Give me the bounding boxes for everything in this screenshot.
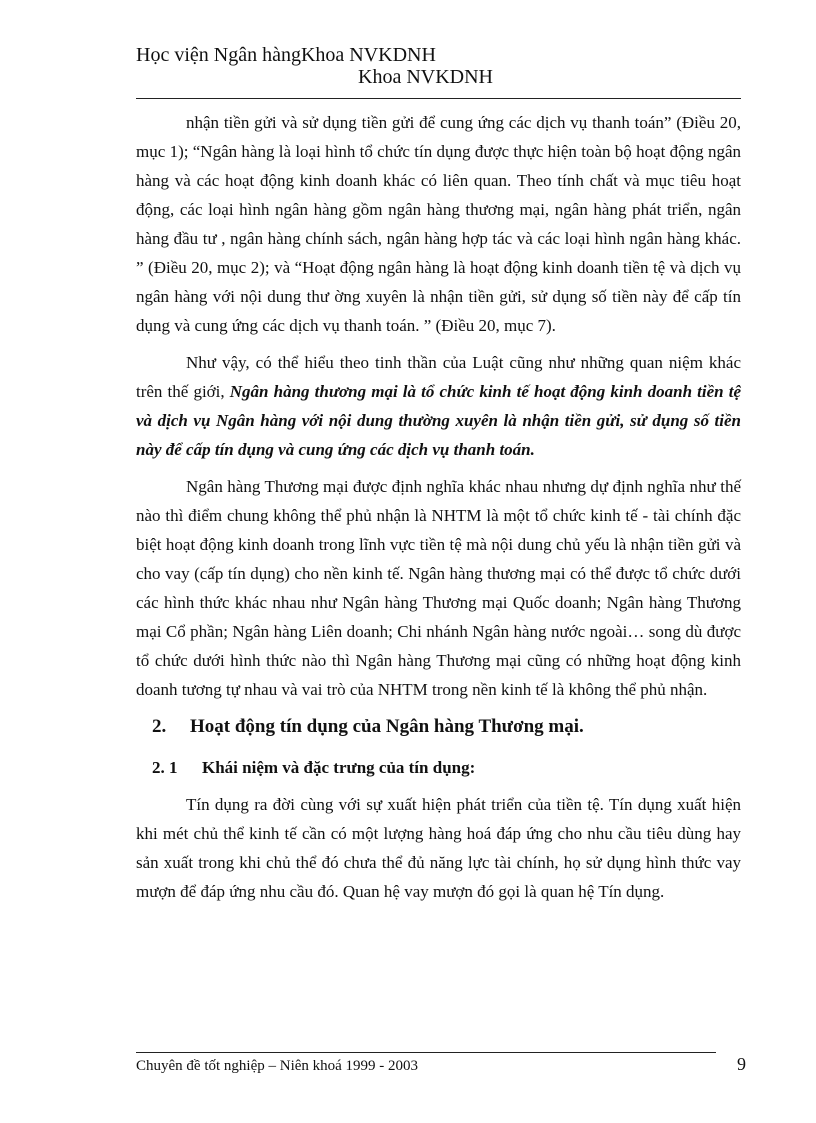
paragraph-3 <box>136 472 741 704</box>
page-footer <box>136 1056 756 1076</box>
page-header <box>136 44 741 88</box>
paragraph-1-text: nhận tiền gửi và sử dụng tiền gửi để cung ứng các dịch vụ thanh toán” (Điều 20, mục 1); “Ngân hàng là loại hình tổ chức tín dụng được thực hiện toàn bộ hoạt động ngân hàng và các hoạt động kinh doanh khác có liên quan. Theo tính chất và mục tiêu hoạt động, các loại hình ngân hàng gồm ngân hàng thương mại, ngân hàng phát triển, ngân hàng đầu tư , ngân hàng chính sách, ngân hàng hợp tác và các loại hình ngân hàng khác. ” (Điều 20, mục 2); và “Hoạt động ngân hàng là hoạt động kinh doanh tiền tệ và dịch vụ ngân hàng với nội dung thư ờng xuyên là nhận tiền gửi, sử dụng số tiền này để cấp tín dụng và cung ứng các dịch vụ thanh toán. ” (Điều 20, mục 7). <box>136 113 741 335</box>
paragraph-4-text: Tín dụng ra đời cùng với sự xuất hiện phát triển của tiền tệ. Tín dụng xuất hiện khi mét chủ thể kinh tế cần có một lượng hàng hoá đáp ứng cho nhu cầu tiêu dùng hay sản xuất trong khi chủ thể đó chưa thể đủ năng lực tài chính, họ sử dụng hình thức vay mượn để đáp ứng nhu cầu đó. Quan hệ vay mượn đó gọi là quan hệ Tín dụng. <box>136 795 741 901</box>
paragraph-2-emphasis: Ngân hàng thương mại là tổ chức kinh tế hoạt động kinh doanh tiền tệ và dịch vụ Ngân hàng với nội dung thường xuyên là nhận tiền gửi, sử dụng số tiền này để cấp tín dụng và cung ứng các dịch vụ thanh toán. <box>136 382 741 459</box>
footer-text: Chuyên đề tốt nghiệp – Niên khoá 1999 - 2003 <box>136 1058 419 1074</box>
section-number: 2. <box>152 716 167 737</box>
paragraph-2 <box>136 348 741 464</box>
section-title: Hoạt động tín dụng của Ngân hàng Thương mại. <box>190 716 584 737</box>
subsection-title: Khái niệm và đặc trưng của tín dụng: <box>202 758 476 777</box>
section-heading-2 <box>136 712 741 741</box>
page-body <box>136 108 741 914</box>
paragraph-2-intro: Như vậy, có thể hiểu theo tinh thần của Luật cũng như những quan niệm khác trên thế giới, <box>136 353 741 401</box>
paragraph-4 <box>136 790 741 906</box>
footer-divider <box>136 1052 716 1053</box>
header-line-1: Học viện Ngân hàngKhoa NVKDNH <box>136 44 436 66</box>
paragraph-3-text: Ngân hàng Thương mại được định nghĩa khác nhau nhưng dự định nghĩa như thế nào thì điểm chung không thể phủ nhận là NHTM là một tổ chức kinh tế - tài chính đặc biệt hoạt động kinh doanh trong lĩnh vực tiền tệ mà nội dung chủ yếu là nhận tiền gửi và cho vay (cấp tín dụng) cho nền kinh tế. Ngân hàng thương mại có thể được tổ chức dưới các hình thức khác nhau như Ngân hàng Thương mại Quốc doanh; Ngân hàng Thương mại Cổ phần; Ngân hàng Liên doanh; Chi nhánh Ngân hàng nước ngoài… song dù được tổ chức dưới hình thức nào thì Ngân hàng Thương mại cũng có những hoạt động kinh doanh tương tự nhau và vai trò của NHTM trong nền kinh tế là không thể phủ nhận. <box>136 477 741 699</box>
subsection-heading-2-1 <box>136 753 741 782</box>
page-number: 9 <box>737 1054 746 1074</box>
paragraph-1 <box>136 108 741 340</box>
header-line-2: Khoa NVKDNH <box>358 66 493 88</box>
header-divider <box>136 98 741 99</box>
subsection-number: 2. 1 <box>152 758 178 777</box>
